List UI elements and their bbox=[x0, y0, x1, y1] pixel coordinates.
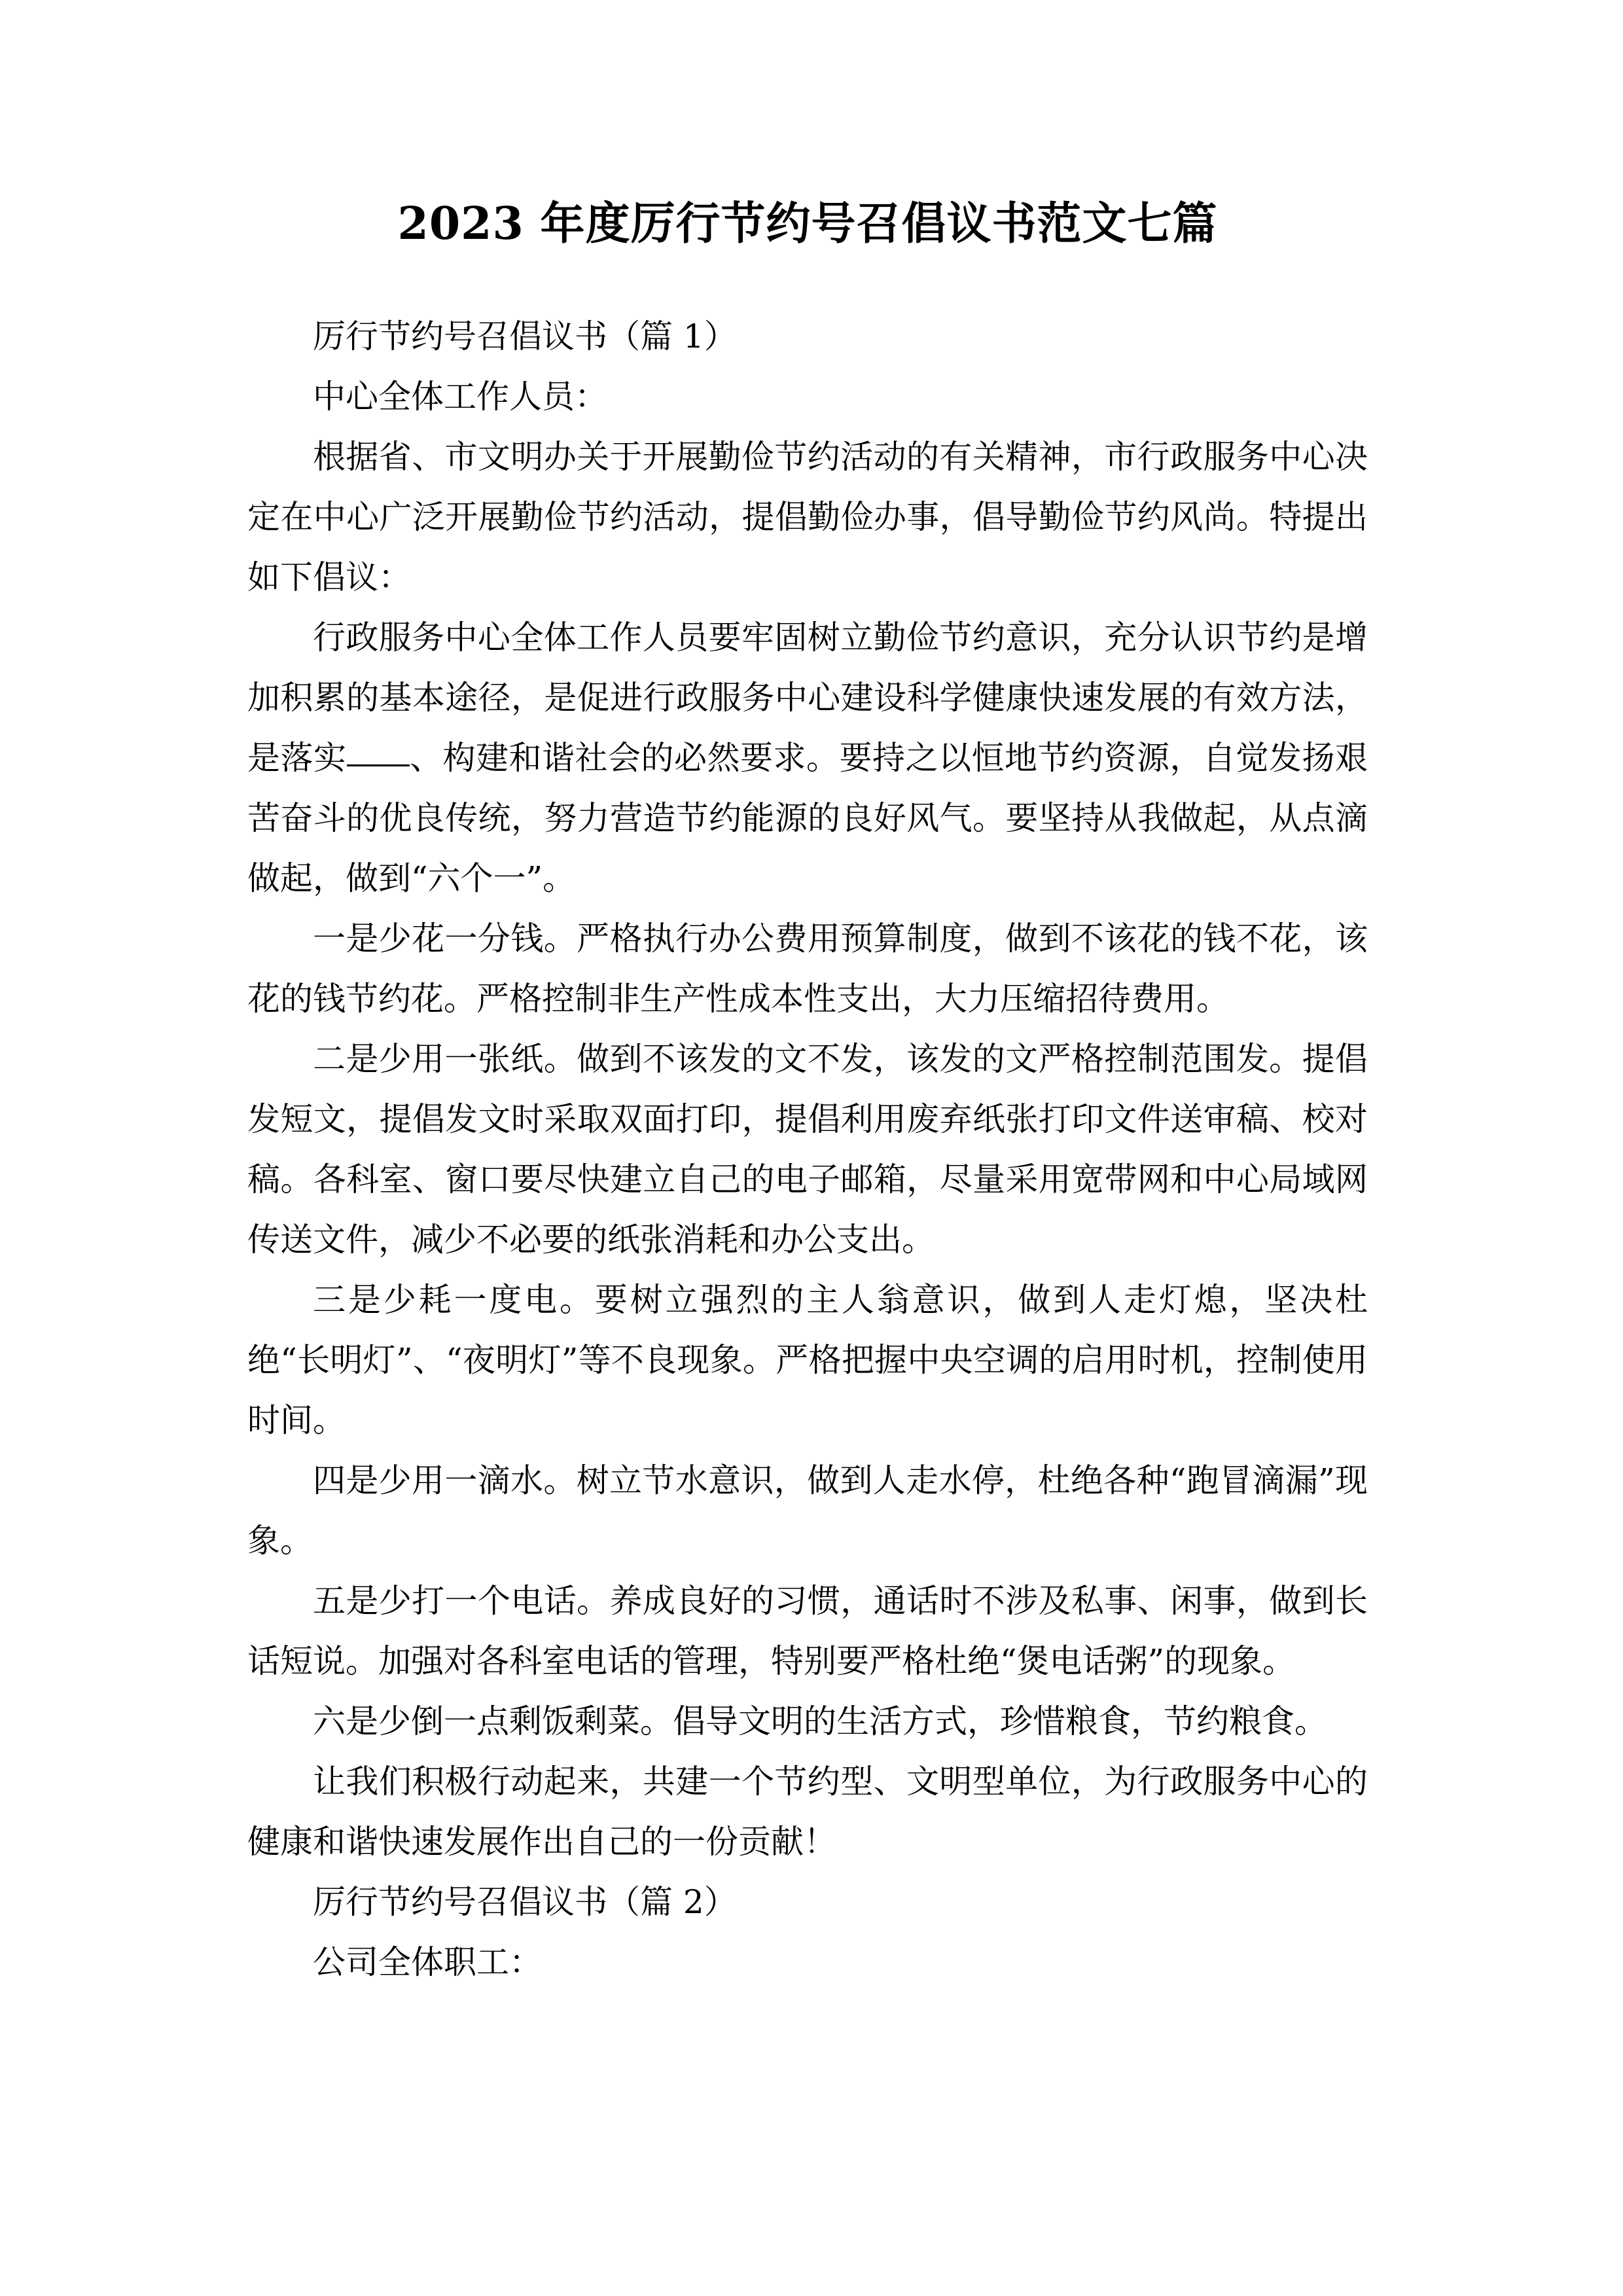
paragraph-item-two: 二是少用一张纸。做到不该发的文不发，该发的文严格控制范围发。提倡发短文，提倡发文时采取双面打印，提倡利用废弃纸张打印文件送审稿、校对稿。各科室、窗口要尽快建立自己的电子邮箱，尽量采用宽带网和中心局域网传送文件，减少不必要的纸张消耗和办公支出。 bbox=[247, 1040, 1368, 1259]
paragraph-item-six: 六是少倒一点剩饭剩菜。倡导文明的生活方式，珍惜粮食，节约粮食。 bbox=[313, 1702, 1327, 1740]
paragraph-awareness-text: 行政服务中心全体工作人员要牢固树立勤俭节约意识，充分认识节约是增加积累的基本途径，是促进行政服务中心建设科学健康快速发展的有效方法，是落实 bbox=[247, 619, 1368, 777]
paragraph-item-four: 四是少用一滴水。树立节水意识，做到人走水停，杜绝各种“跑冒滴漏”现象。 bbox=[247, 1462, 1368, 1560]
salutation-2: 公司全体职工： bbox=[313, 1943, 542, 1981]
fill-in-blank bbox=[347, 764, 410, 766]
salutation-1: 中心全体工作人员： bbox=[313, 378, 607, 416]
page-title: 2023 年度厉行节约号召倡议书范文七篇 bbox=[397, 198, 1218, 250]
paragraph-awareness-text-cont: 、构建和谐社会的必然要求。要持之以恒地节约资源，自觉发扬艰苦奋斗的优良传统，努力营造节约能源的良好风气。要坚持从我做起，从点滴做起，做到“六个一”。 bbox=[247, 739, 1368, 897]
paragraph-item-one: 一是少花一分钱。严格执行办公费用预算制度，做到不该花的钱不花，该花的钱节约花。严格控制非生产性成本性支出，大力压缩招待费用。 bbox=[247, 920, 1368, 1018]
document-body bbox=[247, 0, 1368, 1992]
section-heading-2: 厉行节约号召倡议书（篇 2） bbox=[313, 1883, 737, 1921]
paragraph-awareness bbox=[247, 607, 1368, 908]
paragraph-item-three: 三是少耗一度电。要树立强烈的主人翁意识，做到人走灯熄，坚决杜绝“长明灯”、“夜明灯”等不良现象。严格把握中央空调的启用时机，控制使用时间。 bbox=[247, 1281, 1368, 1439]
paragraph-intro: 根据省、市文明办关于开展勤俭节约活动的有关精神，市行政服务中心决定在中心广泛开展勤俭节约活动，提倡勤俭办事，倡导勤俭节约风尚。特提出如下倡议： bbox=[247, 438, 1368, 596]
paragraph-item-five: 五是少打一个电话。养成良好的习惯，通话时不涉及私事、闲事，做到长话短说。加强对各科室电话的管理，特别要严格杜绝“煲电话粥”的现象。 bbox=[247, 1582, 1368, 1680]
title-spacer bbox=[247, 0, 1368, 306]
paragraph-closing: 让我们积极行动起来，共建一个节约型、文明型单位，为行政服务中心的健康和谐快速发展作出自己的一份贡献！ bbox=[247, 1763, 1368, 1861]
section-heading-1: 厉行节约号召倡议书（篇 1） bbox=[313, 317, 737, 355]
